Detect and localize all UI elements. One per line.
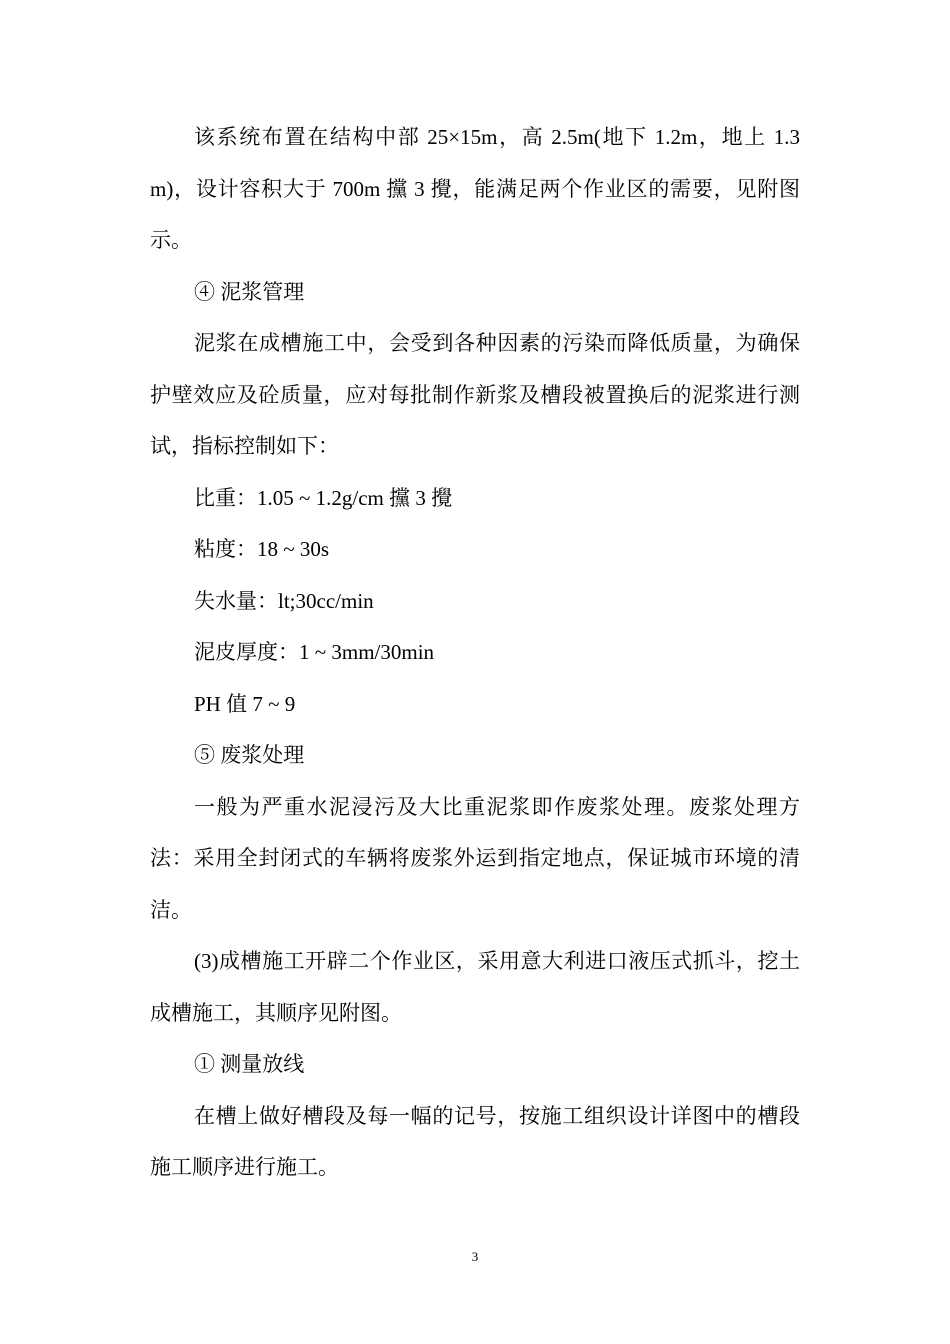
- spec-water-loss: 失水量：lt;30cc/min: [194, 588, 374, 613]
- paragraph-waste-slurry: 一般为严重水泥浸污及大比重泥浆即作废浆处理。废浆处理方法：采用全封闭式的车辆将废浆外运到指定地点，保证城市环境的清洁。: [150, 794, 800, 922]
- page-number: 3: [471, 1249, 479, 1264]
- heading-mud-management: ④ 泥浆管理: [194, 279, 305, 304]
- paragraph-tank-system: 该系统布置在结构中部 25×15m，高 2.5m(地下 1.2m，地上 1.3m)，设计容积大于 700m 攩 3 攪，能满足两个作业区的需要，见附图示。: [150, 125, 800, 252]
- heading-survey-layout: ① 测量放线: [194, 1052, 305, 1076]
- spec-density: 比重：1.05 ~ 1.2g/cm 攩 3 攪: [194, 485, 453, 510]
- paragraph-mud-testing: 泥浆在成槽施工中，会受到各种因素的污染而降低质量，为确保护壁效应及砼质量，应对每批制作新浆及槽段被置换后的泥浆进行测试，指标控制如下：: [150, 331, 800, 458]
- spec-ph-value: PH 值 7 ~ 9: [194, 691, 296, 716]
- document-body: [150, 112, 800, 1194]
- paragraph-trench-marking: 在槽上做好槽段及每一幅的记号，按施工组织设计详图中的槽段施工顺序进行施工。: [150, 1103, 800, 1179]
- paragraph-trench-construction: (3)成槽施工开辟二个作业区，采用意大利进口液压式抓斗，挖土成槽施工，其顺序见附图。: [150, 949, 800, 1025]
- spec-mud-cake-thickness: 泥皮厚度：1 ~ 3mm/30min: [194, 640, 435, 664]
- spec-viscosity: 粘度：18 ~ 30s: [194, 537, 330, 561]
- heading-waste-slurry: ⑤ 废浆处理: [194, 743, 305, 767]
